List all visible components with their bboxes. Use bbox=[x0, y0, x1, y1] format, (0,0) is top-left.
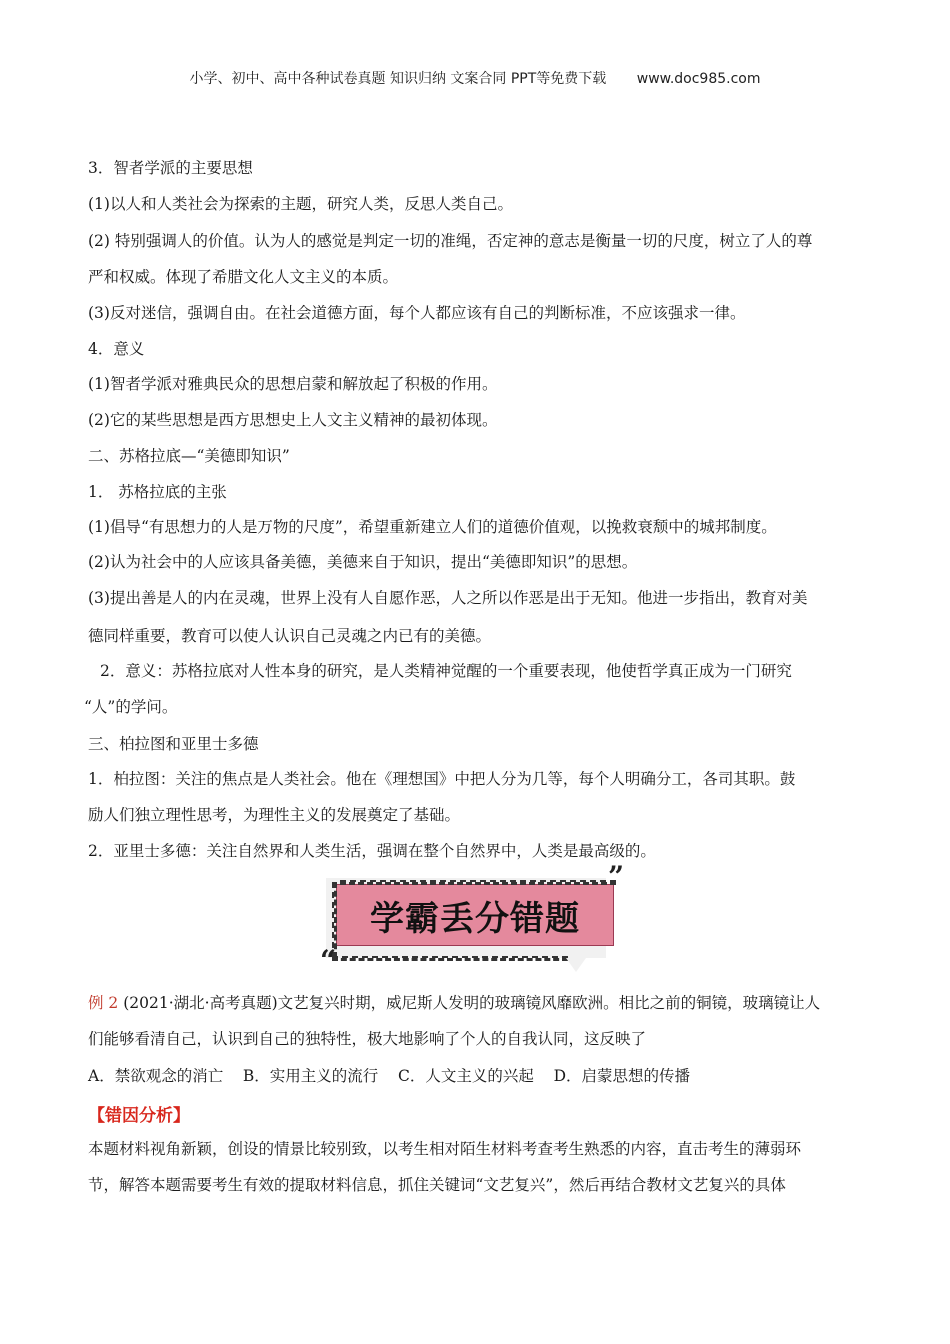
paragraph: 励人们独立理性思考，为理性主义的发展奠定了基础。 bbox=[88, 806, 461, 824]
example-question bbox=[88, 993, 820, 1013]
example-label: 例 2 bbox=[88, 994, 119, 1012]
analysis-paragraph: 节，解答本题需要考生有效的提取材料信息，抓住关键词“文艺复兴”，然后再结合教材文艺复兴的具体 bbox=[88, 1176, 786, 1194]
section-heading-plato-aristotle: 三、柏拉图和亚里士多德 bbox=[88, 735, 259, 753]
paragraph: (2)它的某些思想是西方思想史上人文主义精神的最初体现。 bbox=[88, 411, 498, 429]
heading-significance: 4．意义 bbox=[88, 340, 145, 358]
heading-socrates-claims: 1． 苏格拉底的主张 bbox=[88, 483, 227, 501]
paragraph: (3)提出善是人的内在灵魂，世界上没有人自愿作恶，人之所以作恶是出于无知。他进一步指出，教育对美 bbox=[88, 589, 808, 607]
error-analysis-title: 【错因分析】 bbox=[88, 1106, 190, 1126]
banner-title: 学霸丢分错题 bbox=[370, 899, 580, 939]
wrong-question-banner bbox=[320, 860, 625, 978]
paragraph: 德同样重要，教育可以使人认识自己灵魂之内已有的美德。 bbox=[88, 627, 492, 645]
dashed-border bbox=[340, 880, 616, 885]
paragraph: 2．意义：苏格拉底对人性本身的研究，是人类精神觉醒的一个重要表现，他使哲学真正成为一门研究 bbox=[100, 662, 792, 680]
paragraph: (1)智者学派对雅典民众的思想启蒙和解放起了积极的作用。 bbox=[88, 375, 498, 393]
paragraph: 1．柏拉图：关注的焦点是人类社会。他在《理想国》中把人分为几等，每个人明确分工，各司其职。鼓 bbox=[88, 770, 796, 788]
answer-options: A．禁欲观念的消亡 B．实用主义的流行 C．人文主义的兴起 D．启蒙思想的传播 bbox=[88, 1067, 690, 1085]
example-text: (2021·湖北·高考真题)文艺复兴时期，威尼斯人发明的玻璃镜风靡欧洲。相比之前的铜镜，玻璃镜让人 bbox=[123, 994, 821, 1012]
heading-sophist-thoughts: 3．智者学派的主要思想 bbox=[88, 159, 253, 177]
quote-mark-icon: ” bbox=[608, 860, 625, 893]
paragraph: (1)以人和人类社会为探索的主题，研究人类，反思人类自己。 bbox=[88, 195, 513, 213]
banner-box bbox=[336, 884, 614, 946]
analysis-paragraph: 本题材料视角新颖，创设的情景比较别致，以考生相对陌生材料考查考生熟悉的内容，直击考生的薄弱环 bbox=[88, 1140, 802, 1158]
paragraph: 严和权威。体现了希腊文化人文主义的本质。 bbox=[88, 268, 399, 286]
dashed-border bbox=[332, 956, 568, 961]
paragraph: “人”的学问。 bbox=[84, 698, 178, 716]
header-site[interactable]: www.doc985.com bbox=[636, 71, 761, 87]
paragraph: (3)反对迷信，强调自由。在社会道德方面，每个人都应该有自己的判断标准，不应该强求一律。 bbox=[88, 304, 746, 322]
example-question-cont: 们能够看清自己，认识到自己的独特性，极大地影响了个人的自我认同，这反映了 bbox=[88, 1030, 647, 1048]
banner-tail bbox=[566, 958, 586, 972]
paragraph: 2．亚里士多德：关注自然界和人类生活，强调在整个自然界中，人类是最高级的。 bbox=[88, 842, 656, 860]
page-header bbox=[0, 68, 950, 88]
section-heading-socrates: 二、苏格拉底—“美德即知识” bbox=[88, 447, 290, 465]
paragraph: (1)倡导“有思想力的人是万物的尺度”，希望重新建立人们的道德价值观，以挽救衰颓中的城邦制度。 bbox=[88, 518, 777, 536]
paragraph: (2)认为社会中的人应该具备美德，美德来自于知识，提出“美德即知识”的思想。 bbox=[88, 553, 638, 571]
banner-frame bbox=[326, 878, 606, 958]
quote-mark-icon: “ bbox=[320, 944, 337, 977]
paragraph: (2) 特别强调人的价值。认为人的感觉是判定一切的准绳，否定神的意志是衡量一切的尺度，树立了人的尊 bbox=[88, 232, 813, 250]
header-text: 小学、初中、高中各种试卷真题 知识归纳 文案合同 PPT等免费下载 bbox=[189, 71, 607, 87]
